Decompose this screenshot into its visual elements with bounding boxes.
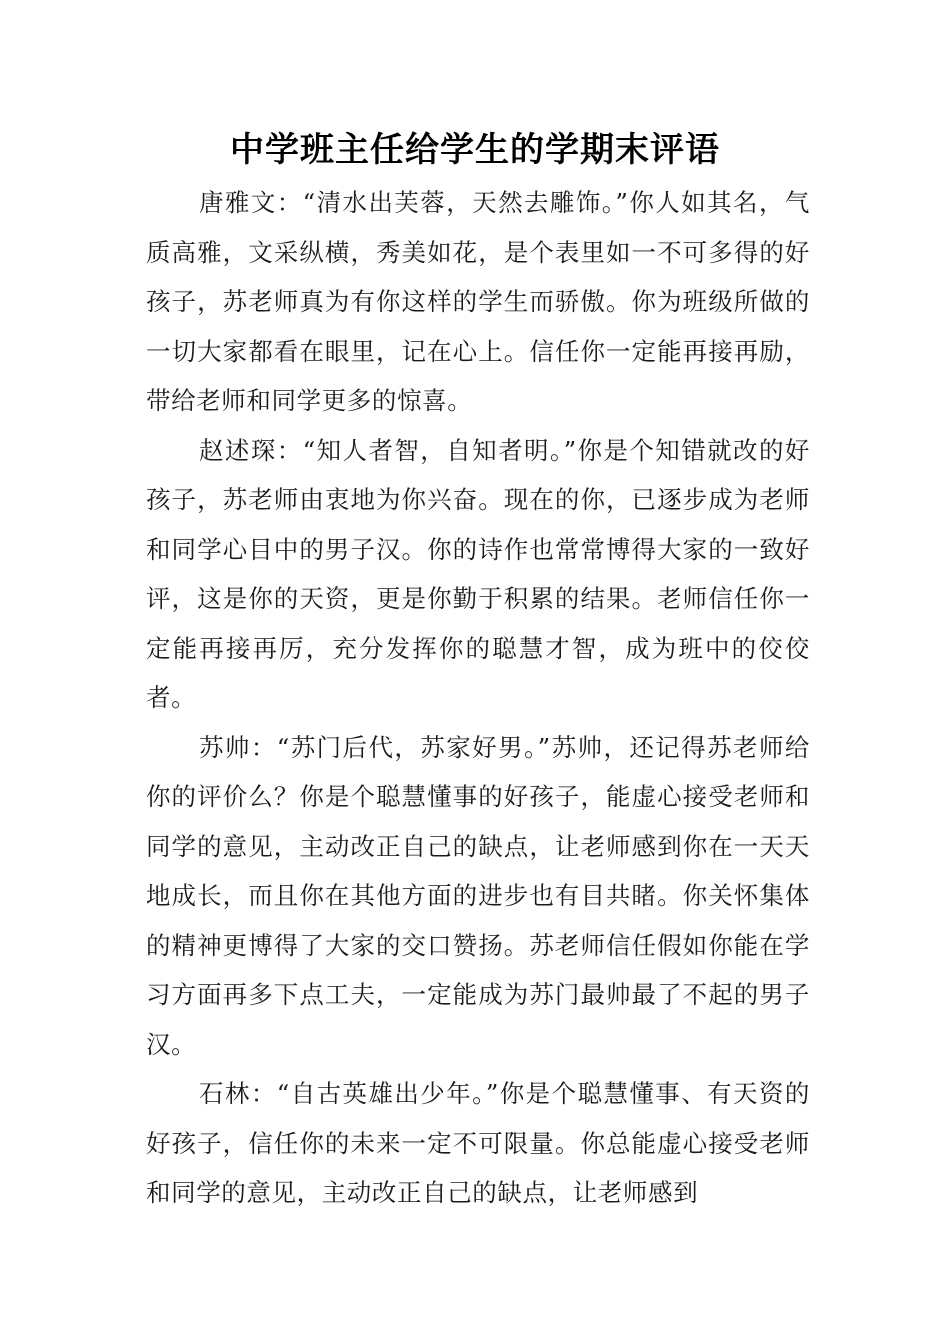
paragraph-shi-lin: 石林：“自古英雄出少年。”你是个聪慧懂事、有天资的好孩子，信任你的未来一定不可限量。你总能虚心接受老师和同学的意见，主动改正自己的缺点，让老师感到 bbox=[146, 1079, 810, 1207]
document-body bbox=[146, 178, 810, 1218]
paragraph-su-shuai: 苏帅：“苏门后代，苏家好男。”苏帅，还记得苏老师给你的评价么？你是个聪慧懂事的好孩子，能虚心接受老师和同学的意见，主动改正自己的缺点，让老师感到你在一天天地成长，而且你在其他方面的进步也有目共睹。你关怀集体的精神更博得了大家的交口赞扬。苏老师信任假如你能在学习方面再多下点工夫，一定能成为苏门最帅最了不起的男子汉。 bbox=[146, 732, 810, 1059]
paragraph-zhao-shuchen: 赵述琛：“知人者智，自知者明。”你是个知错就改的好孩子，苏老师由衷地为你兴奋。现在的你，已逐步成为老师和同学心目中的男子汉。你的诗作也常常博得大家的一致好评，这是你的天资，更是你勤于积累的结果。老师信任你一定能再接再厉，充分发挥你的聪慧才智，成为班中的佼佼者。 bbox=[146, 435, 810, 712]
paragraph-tang-yawen: 唐雅文：“清水出芙蓉，天然去雕饰。”你人如其名，气质高雅，文采纵横，秀美如花，是个表里如一不可多得的好孩子，苏老师真为有你这样的学生而骄傲。你为班级所做的一切大家都看在眼里，记在心上。信任你一定能再接再励，带给老师和同学更多的惊喜。 bbox=[146, 188, 810, 415]
document-title: 中学班主任给学生的学期末评语 bbox=[230, 130, 720, 170]
